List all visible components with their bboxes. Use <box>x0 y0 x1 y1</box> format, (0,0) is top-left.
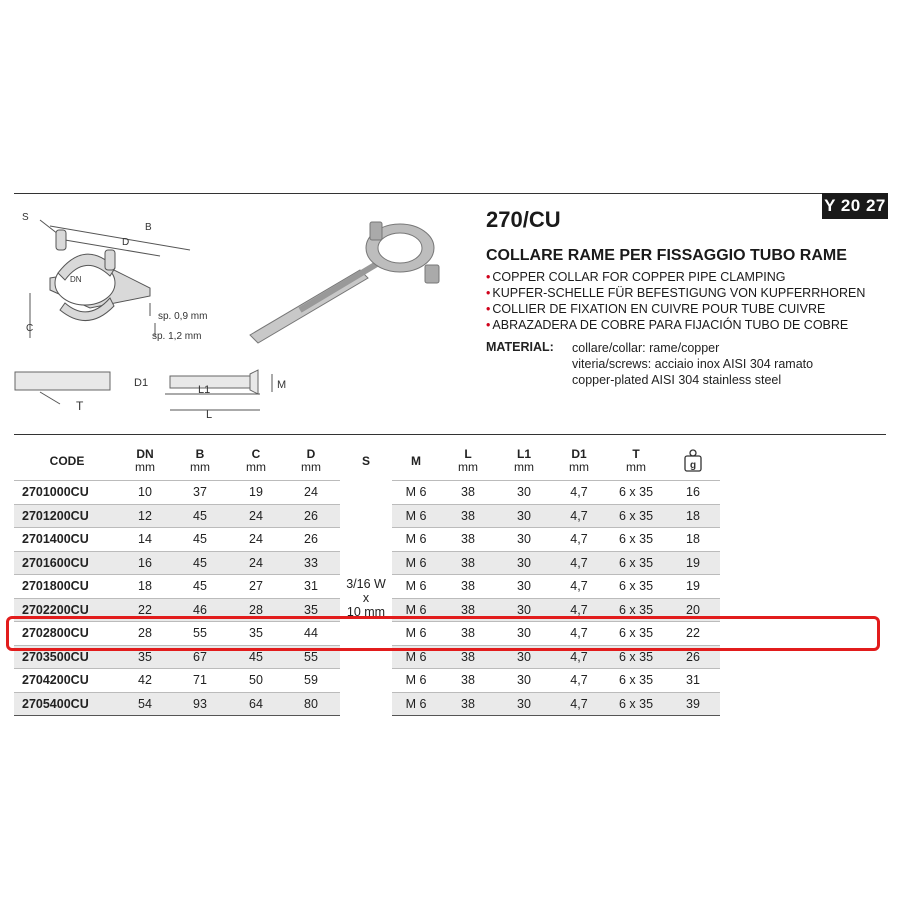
cell-d: 59 <box>282 669 340 693</box>
s-value-line: 10 mm <box>346 605 386 619</box>
series-badge: Y 20 27 <box>822 193 888 219</box>
cell-b: 45 <box>170 551 230 575</box>
cell-dn: 54 <box>120 692 170 716</box>
label-b: B <box>145 222 152 233</box>
col-header-l: L mm <box>458 447 478 474</box>
cell-c: 50 <box>230 669 282 693</box>
cell-g: 18 <box>666 528 720 552</box>
label-t: T <box>76 399 84 413</box>
cell-c: 24 <box>230 551 282 575</box>
cell-g: 16 <box>666 481 720 505</box>
cell-d1: 4,7 <box>552 669 606 693</box>
cell-t: 6 x 35 <box>606 692 666 716</box>
cell-code: 2701400CU <box>14 528 120 552</box>
cell-g: 19 <box>666 575 720 599</box>
cell-c: 35 <box>230 622 282 646</box>
product-title: COLLARE RAME PER FISSAGGIO TUBO RAME <box>486 247 847 264</box>
material-line: viteria/screws: acciaio inox AISI 304 ramato <box>572 357 814 371</box>
cell-dn: 22 <box>120 598 170 622</box>
cell-t: 6 x 35 <box>606 504 666 528</box>
cell-dn: 35 <box>120 645 170 669</box>
cell-dn: 42 <box>120 669 170 693</box>
cell-d1: 4,7 <box>552 645 606 669</box>
cell-t: 6 x 35 <box>606 551 666 575</box>
cell-m: M 6 <box>392 622 440 646</box>
cell-b: 67 <box>170 645 230 669</box>
cell-d: 35 <box>282 598 340 622</box>
cell-d: 31 <box>282 575 340 599</box>
description-es: • ABRAZADERA DE COBRE PARA FIJACIÓN TUBO DE COBRE <box>486 317 865 333</box>
label-sp1: sp. 0,9 mm <box>158 311 208 322</box>
cell-l: 38 <box>440 504 496 528</box>
cell-code: 2705400CU <box>14 692 120 716</box>
label-l1: L1 <box>198 384 211 396</box>
cell-m: M 6 <box>392 528 440 552</box>
cell-d: 55 <box>282 645 340 669</box>
cell-l: 38 <box>440 692 496 716</box>
cell-l: 38 <box>440 575 496 599</box>
description-fr: • COLLIER DE FIXATION EN CUIVRE POUR TUBE CUIVRE <box>486 301 865 317</box>
cell-d1: 4,7 <box>552 622 606 646</box>
cell-b: 93 <box>170 692 230 716</box>
weight-icon <box>683 448 703 472</box>
cell-b: 46 <box>170 598 230 622</box>
label-s: S <box>22 212 29 223</box>
description-en: • COPPER COLLAR FOR COPPER PIPE CLAMPING <box>486 269 865 285</box>
cell-t: 6 x 35 <box>606 645 666 669</box>
cell-t: 6 x 35 <box>606 598 666 622</box>
cell-dn: 12 <box>120 504 170 528</box>
cell-m: M 6 <box>392 481 440 505</box>
col-header-d1: D1 mm <box>569 447 589 474</box>
table-row <box>14 481 720 505</box>
cell-s <box>340 481 392 716</box>
cell-t: 6 x 35 <box>606 528 666 552</box>
description-de: • KUPFER-SCHELLE FÜR BEFESTIGUNG VON KUPFERRHOREN <box>486 285 865 301</box>
material-line: copper-plated AISI 304 stainless steel <box>572 373 782 387</box>
product-photo <box>240 210 455 350</box>
cell-d: 44 <box>282 622 340 646</box>
col-header-l1: L1 mm <box>514 447 534 474</box>
cell-d1: 4,7 <box>552 551 606 575</box>
cell-code: 2703500CU <box>14 645 120 669</box>
cell-d1: 4,7 <box>552 504 606 528</box>
col-header-weight <box>666 442 720 481</box>
table-header-row <box>14 442 720 481</box>
cell-g: 22 <box>666 622 720 646</box>
cell-b: 55 <box>170 622 230 646</box>
col-header-c: C mm <box>246 447 266 474</box>
cell-l: 38 <box>440 622 496 646</box>
col-header-d: D mm <box>301 447 321 474</box>
cell-l1: 30 <box>496 551 552 575</box>
cell-b: 45 <box>170 575 230 599</box>
cell-t: 6 x 35 <box>606 575 666 599</box>
cell-t: 6 x 35 <box>606 481 666 505</box>
material-label: MATERIAL: <box>486 340 554 354</box>
cell-c: 24 <box>230 504 282 528</box>
label-d1: D1 <box>134 377 149 389</box>
cell-b: 71 <box>170 669 230 693</box>
col-header-t: T mm <box>626 447 646 474</box>
cell-m: M 6 <box>392 669 440 693</box>
cell-l: 38 <box>440 481 496 505</box>
cell-l1: 30 <box>496 481 552 505</box>
cell-m: M 6 <box>392 645 440 669</box>
spec-table <box>14 442 720 716</box>
cell-dn: 14 <box>120 528 170 552</box>
cell-m: M 6 <box>392 551 440 575</box>
s-value-line: 3/16 W <box>346 577 386 591</box>
top-divider <box>14 193 886 194</box>
col-header-code: CODE <box>49 453 85 468</box>
label-d: D <box>122 237 130 248</box>
cell-g: 18 <box>666 504 720 528</box>
cell-b: 37 <box>170 481 230 505</box>
col-header-m: M <box>411 453 421 468</box>
cell-d: 26 <box>282 504 340 528</box>
cell-d1: 4,7 <box>552 692 606 716</box>
screw-plug-diagram <box>10 360 300 430</box>
cell-b: 45 <box>170 528 230 552</box>
cell-dn: 10 <box>120 481 170 505</box>
cell-l1: 30 <box>496 504 552 528</box>
cell-d1: 4,7 <box>552 528 606 552</box>
cell-g: 31 <box>666 669 720 693</box>
cell-l: 38 <box>440 669 496 693</box>
cell-l: 38 <box>440 645 496 669</box>
cell-dn: 18 <box>120 575 170 599</box>
cell-d: 26 <box>282 528 340 552</box>
col-header-s: S <box>361 453 370 468</box>
material-lines <box>572 340 813 388</box>
cell-g: 19 <box>666 551 720 575</box>
label-l: L <box>206 409 213 421</box>
col-header-b: B mm <box>190 447 210 474</box>
cell-l1: 30 <box>496 575 552 599</box>
cell-c: 28 <box>230 598 282 622</box>
cell-g: 39 <box>666 692 720 716</box>
cell-m: M 6 <box>392 692 440 716</box>
cell-code: 2701600CU <box>14 551 120 575</box>
cell-code: 2702200CU <box>14 598 120 622</box>
cell-dn: 16 <box>120 551 170 575</box>
label-sp2: sp. 1,2 mm <box>152 331 202 342</box>
cell-g: 26 <box>666 645 720 669</box>
cell-l: 38 <box>440 598 496 622</box>
product-code: 270/CU <box>486 207 561 232</box>
cell-g: 20 <box>666 598 720 622</box>
cell-l1: 30 <box>496 692 552 716</box>
cell-l1: 30 <box>496 528 552 552</box>
cell-c: 64 <box>230 692 282 716</box>
collar-diagram <box>10 198 245 358</box>
cell-c: 27 <box>230 575 282 599</box>
cell-code: 2701000CU <box>14 481 120 505</box>
cell-code: 2704200CU <box>14 669 120 693</box>
cell-t: 6 x 35 <box>606 669 666 693</box>
cell-c: 19 <box>230 481 282 505</box>
cell-l1: 30 <box>496 645 552 669</box>
cell-l1: 30 <box>496 669 552 693</box>
cell-d: 24 <box>282 481 340 505</box>
cell-code: 2702800CU <box>14 622 120 646</box>
cell-d1: 4,7 <box>552 481 606 505</box>
cell-dn: 28 <box>120 622 170 646</box>
label-c: C <box>26 323 34 334</box>
cell-l1: 30 <box>496 622 552 646</box>
material-line: collare/collar: rame/copper <box>572 341 720 355</box>
highlight-box <box>6 616 880 652</box>
description-list <box>486 269 865 333</box>
s-value-line: x <box>362 591 370 605</box>
section-divider <box>14 434 886 435</box>
cell-l: 38 <box>440 551 496 575</box>
cell-d: 33 <box>282 551 340 575</box>
cell-d1: 4,7 <box>552 575 606 599</box>
label-dn: DN <box>70 275 82 284</box>
cell-code: 2701800CU <box>14 575 120 599</box>
cell-m: M 6 <box>392 598 440 622</box>
cell-m: M 6 <box>392 504 440 528</box>
cell-c: 45 <box>230 645 282 669</box>
cell-l: 38 <box>440 528 496 552</box>
cell-t: 6 x 35 <box>606 622 666 646</box>
cell-b: 45 <box>170 504 230 528</box>
col-header-dn: DN mm <box>135 447 155 474</box>
cell-d1: 4,7 <box>552 598 606 622</box>
cell-l1: 30 <box>496 598 552 622</box>
cell-m: M 6 <box>392 575 440 599</box>
cell-d: 80 <box>282 692 340 716</box>
cell-c: 24 <box>230 528 282 552</box>
cell-code: 2701200CU <box>14 504 120 528</box>
label-m: M <box>277 379 287 391</box>
svg-text:g: g <box>689 459 697 471</box>
